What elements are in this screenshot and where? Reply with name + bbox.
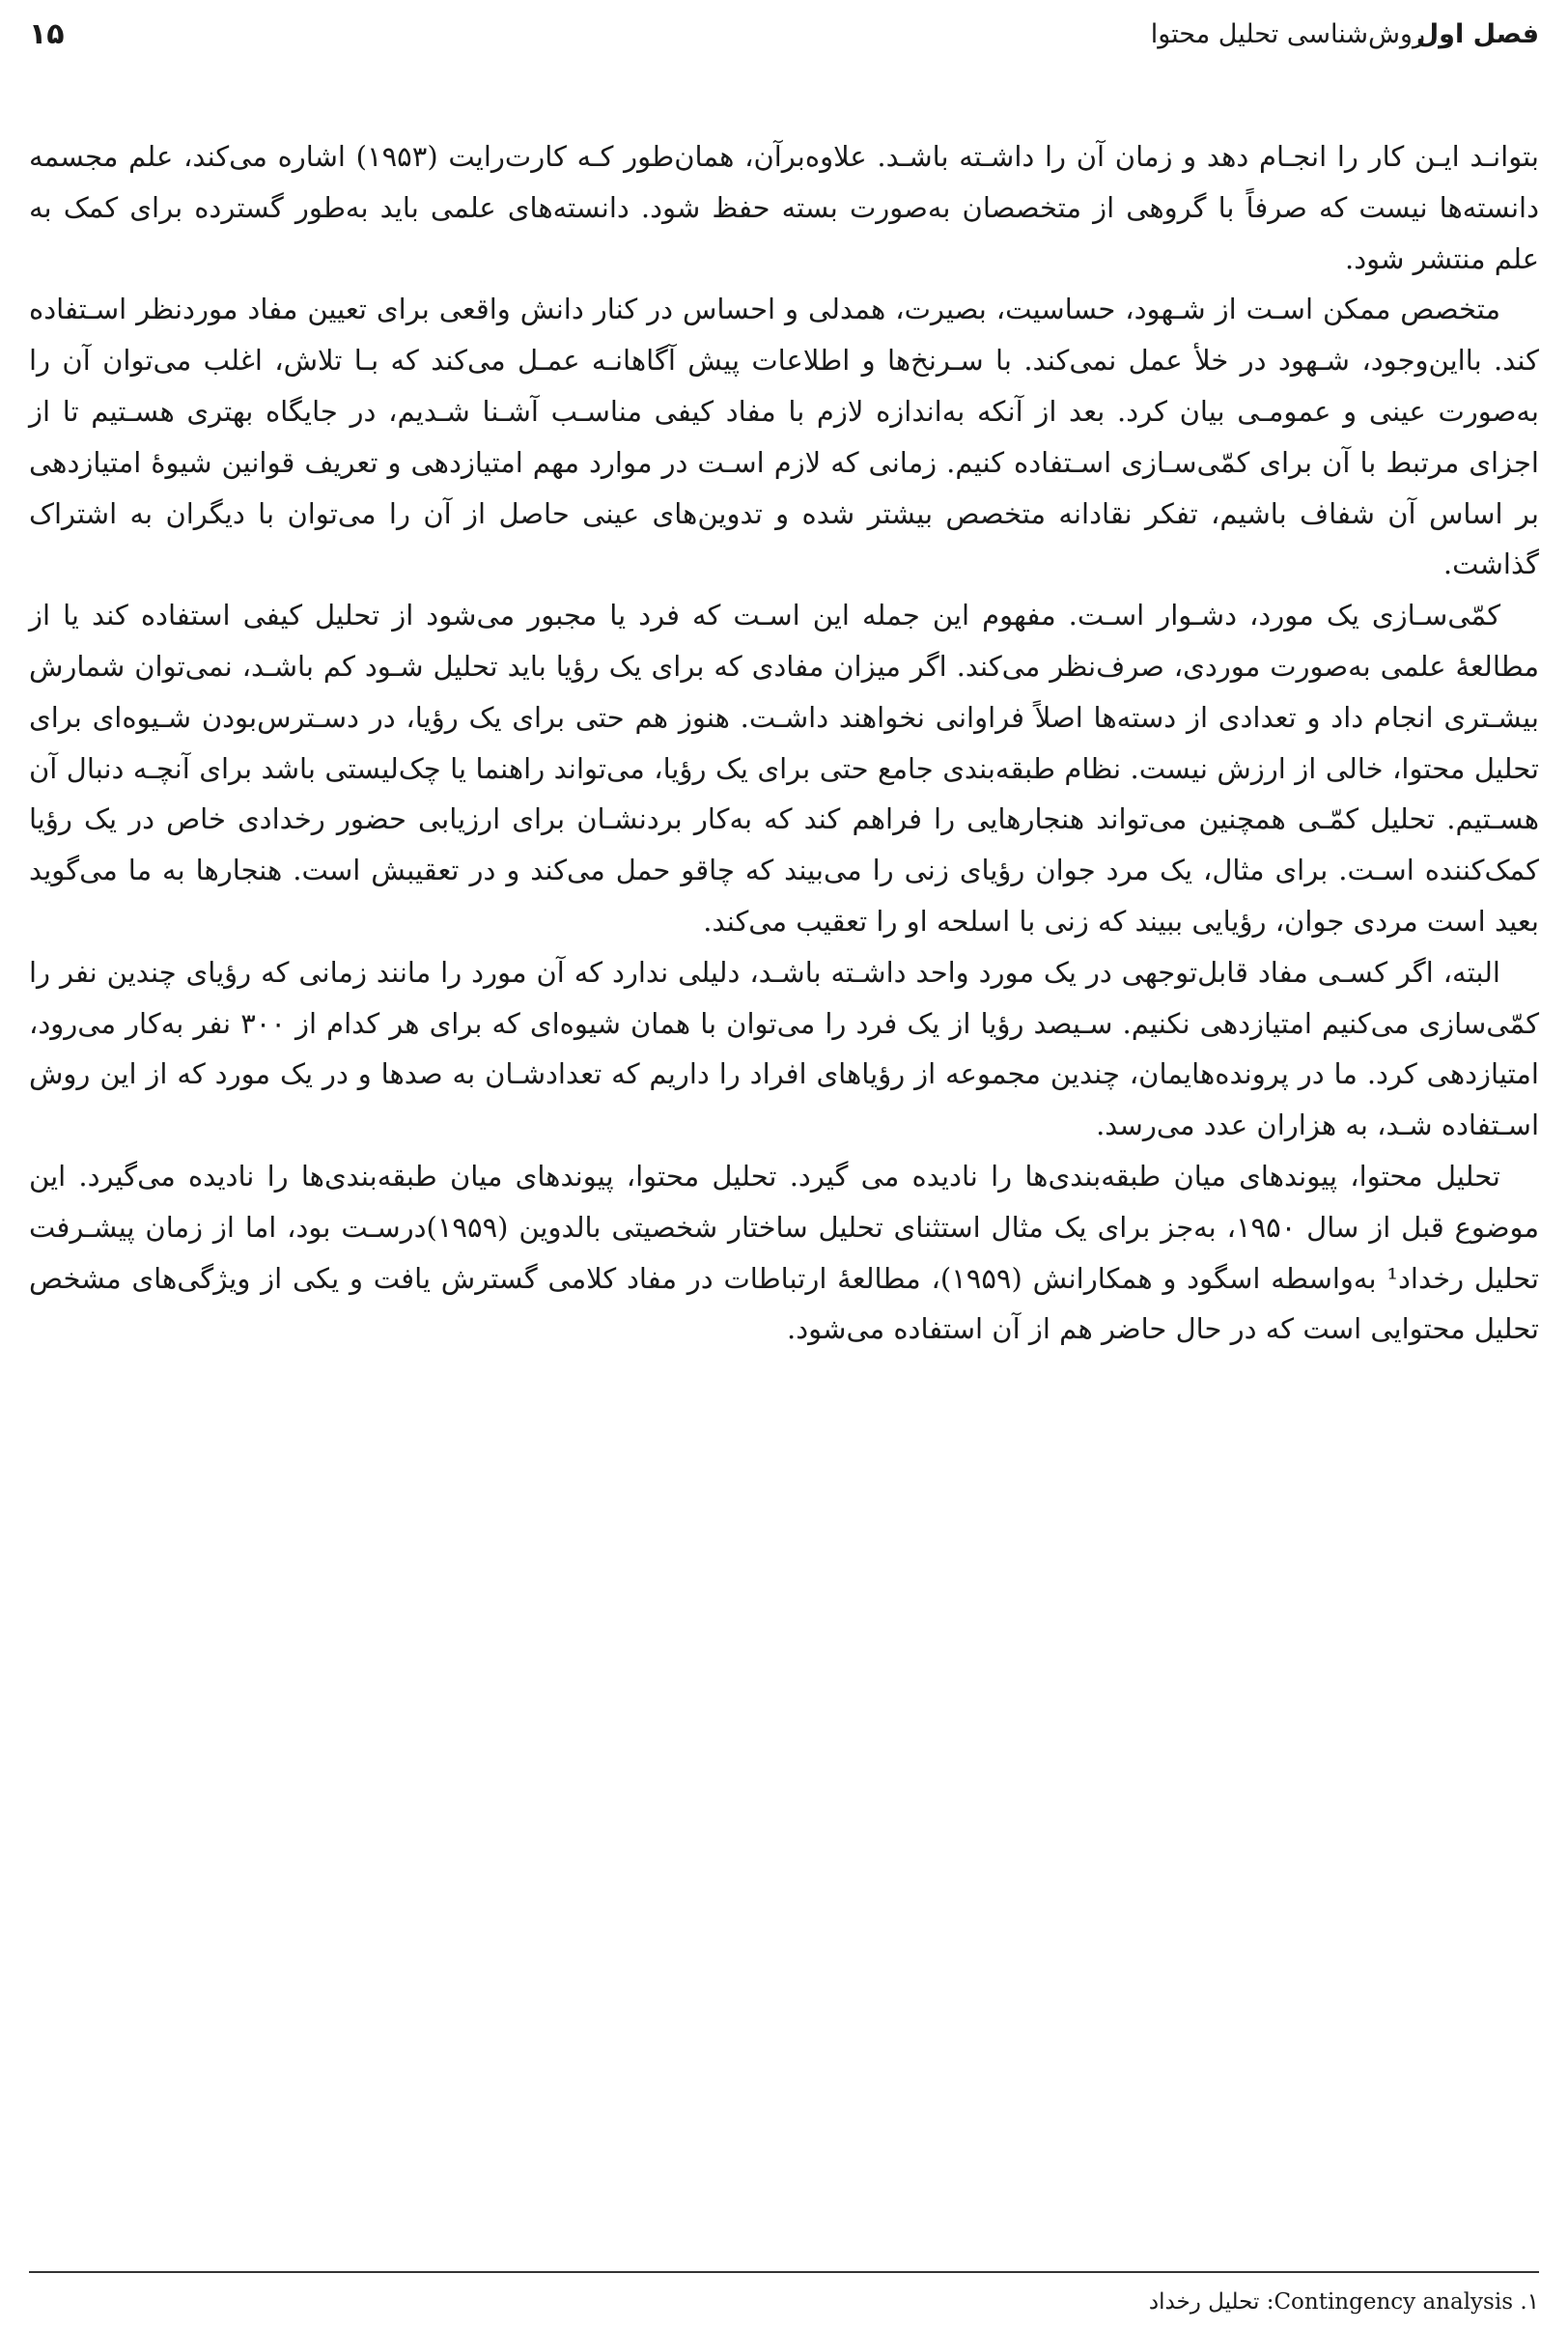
paragraph: بتوانـد ایـن کار را انجـام دهد و زمان آن را داشـته باشـد. علاوه‌برآن، همان‌طور کـه کارت‌رایت (۱۹۵۳) اشاره می‌کند، علم مجسمه دانسته‌ها نیست که صرفاً با گروهی از متخصصان به‌صورت بسته حفظ شود. دانسته‌های علمی باید به‌طور گسترده برای کمک به علم منتشر شود. xyxy=(29,140,1539,275)
chapter-label: فصل اول xyxy=(1415,19,1539,49)
footnote-divider xyxy=(29,2271,1539,2273)
page-header xyxy=(29,14,1539,71)
paragraph: کمّی‌سـازی یک مورد، دشـوار اسـت. مفهوم این جمله این اسـت که فرد یا مجبور می‌شود از تحلیل کیفی استفاده کند یا از مطالعۀ علمی به‌صورت موردی، صرف‌نظر می‌کند. اگر میزان مفادی که برای یک رؤیا باید تحلیل شـود کم باشـد، نمی‌توان شمارش بیشـتری انجام داد و تعدادی از دسته‌ها اصلاً فراوانی نخواهند داشـت. هنوز هم حتی برای یک رؤیا، در دسـترس‌بودن شـیوه‌ای برای تحلیل محتوا، خالی از ارزش نیست. نظام طبقه‌بندی جامع حتی برای یک رؤیا، می‌تواند راهنما یا چک‌لیستی باشد برای آنچـه دنبال آن هسـتیم. تحلیل کمّـی همچنین می‌تواند هنجارهایی را فراهم کند که به‌کار بردنشـان برای ارزیابی حضور رخدادی خاص در یک رؤیا کمک‌کننده اسـت. برای مثال، یک مرد جوان رؤیای زنی را می‌بیند که چاقو حمل می‌کند و در تعقیبش است. هنجارها به ما می‌گوید بعید است مردی جوان، رؤیایی ببیند که زنی با اسلحه او را تعقیب می‌کند. xyxy=(29,599,1539,938)
body-text xyxy=(29,131,1539,1355)
paragraph: البته، اگر کسـی مفاد قابل‌توجهی در یک مورد واحد داشـته باشـد، دلیلی ندارد که آن مورد را مانند زمانی که رؤیای چندین نفر را کمّی‌سازی می‌کنیم امتیازدهی نکنیم. سـیصد رؤیا از یک فرد را می‌توان با همان شیوه‌ای که برای هر کدام از ۳۰۰ نفر به‌کار می‌رود، امتیازدهی کرد. ما در پرونده‌هایمان، چندین مجموعه از رؤیاهای افراد را داریم که تعدادشـان به صدها و در یک مورد که از این روش اسـتفاده شـد، به هزاران عدد می‌رسد. xyxy=(29,955,1539,1142)
page-number: ۱۵ xyxy=(29,17,65,51)
chapter-title: روش‌شناسی تحلیل محتوا xyxy=(1150,19,1425,49)
paragraph: متخصص ممکن اسـت از شـهود، حساسیت، بصیرت، همدلی و احساس در کنار دانش واقعی برای تعیین مفاد موردنظر اسـتفاده کند. بااین‌وجود، شـهود در خلأ عمل نمی‌کند. با سـرنخ‌ها و اطلاعات پیش آگاهانـه عمـل می‌کند که بـا تلاش، اغلب می‌توان آن را به‌صورت عینی و عمومـی بیان کرد. بعد از آنکه به‌اندازه لازم با مفاد کیفی مناسـب آشـنا شـدیم، در جایگاه بهتری هسـتیم تا از اجزای مرتبط با آن برای کمّی‌سـازی اسـتفاده کنیم. زمانی که لازم اسـت در موارد مهم امتیازدهی و تعریف قوانین شیوۀ امتیازدهی بر اساس آن شفاف باشیم، تفکر نقادانه متخصص بیشتر شده و تدوین‌های عینی حاصل از آن را می‌توان با دیگران به اشتراک گذاشت. xyxy=(29,293,1539,581)
paragraph: تحلیل محتوا، پیوندهای میان طبقه‌بندی‌ها را نادیده می گیرد. تحلیل محتوا، پیوندهای میان طبقه‌بندی‌ها را نادیده می‌گیرد. این موضوع قبل از سال ۱۹۵۰، به‌جز برای یک مثال استثنای تحلیل ساختار شخصیتی بالدوین (۱۹۵۹)درسـت بود، اما از زمان پیشـرفت تحلیل رخداد¹ به‌واسطه اسگود و همکارانش (۱۹۵۹)، مطالعۀ ارتباطات در مفاد کلامی گسترش یافت و یکی از ویژگی‌های مشخص تحلیل محتوایی است که در حال حاضر هم از آن استفاده می‌شود. xyxy=(29,1159,1540,1346)
footnote: ۱. Contingency analysis: تحلیل رخداد xyxy=(1148,2289,1539,2315)
